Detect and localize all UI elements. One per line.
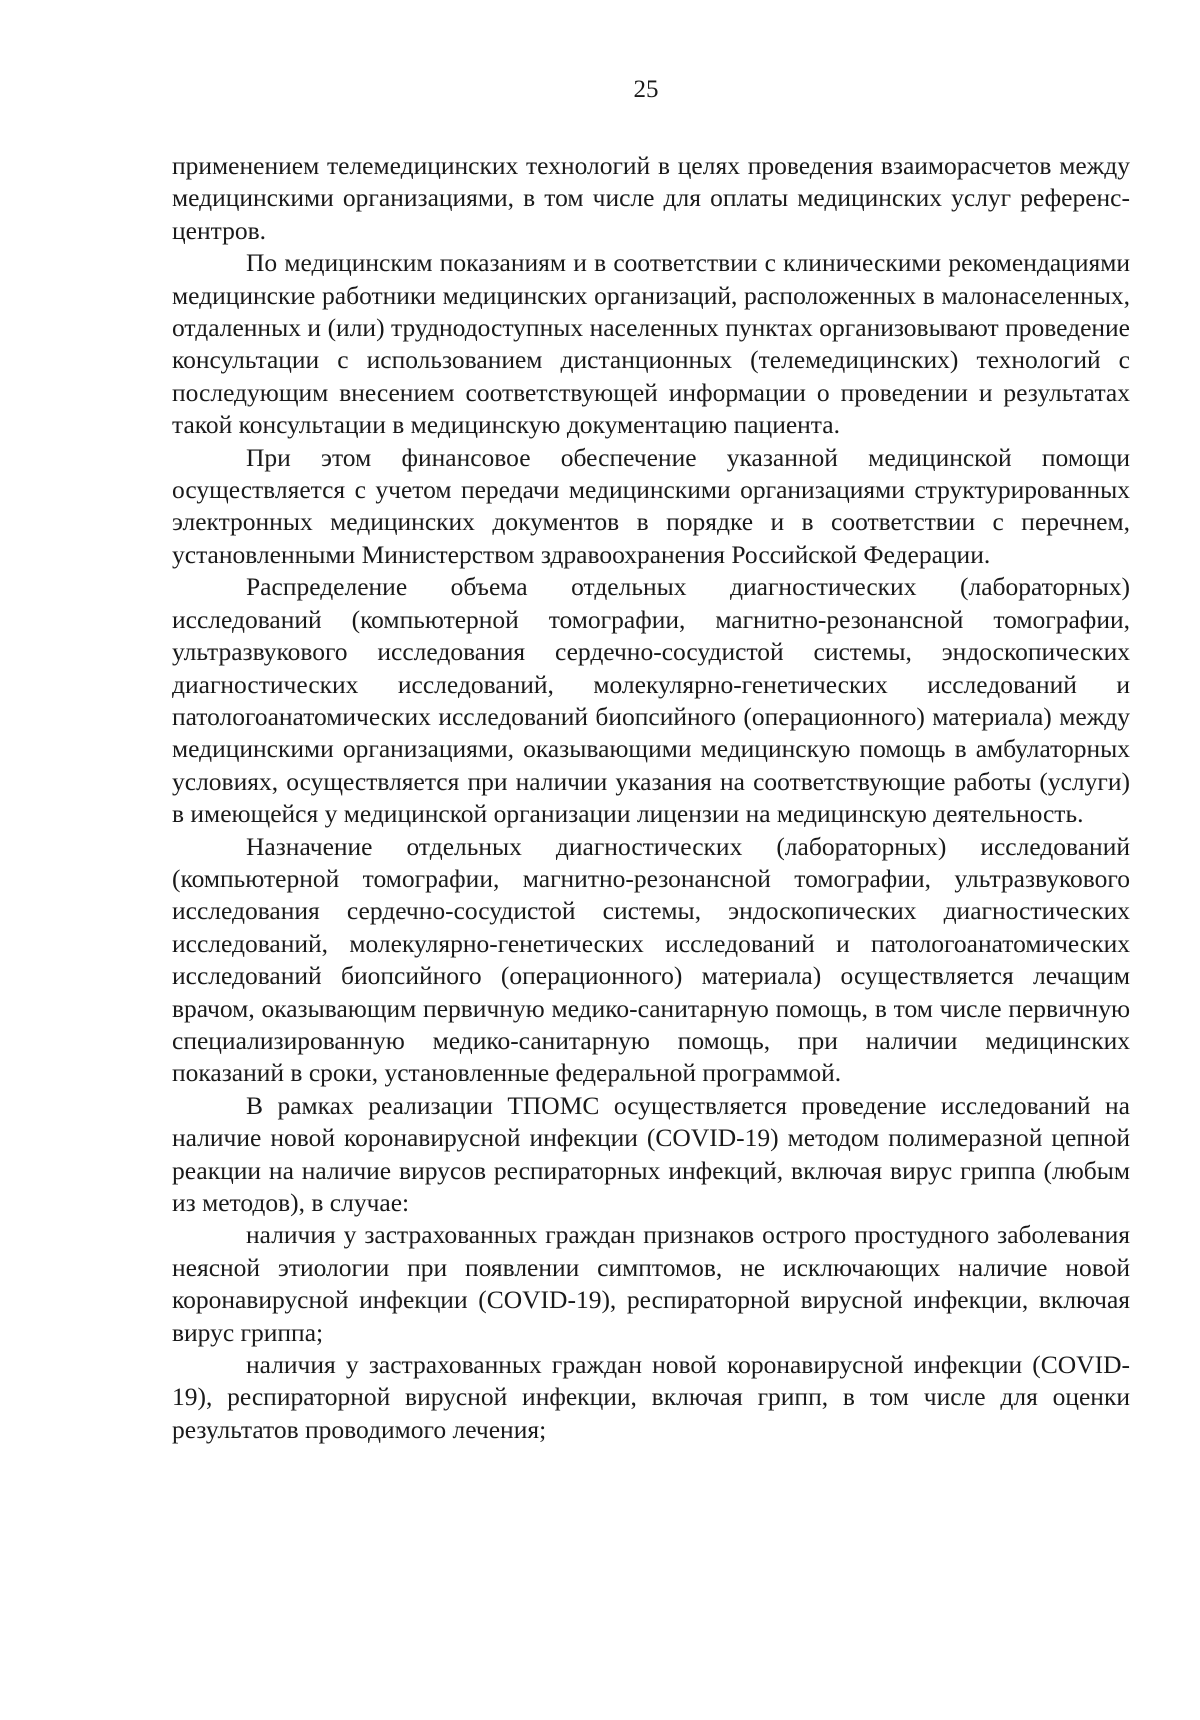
- paragraph: При этом финансовое обеспечение указанной медицинской помощи осуществляется с учетом передачи медицинскими организациями структурированных электронных медицинских документов в порядке и в соответствии с перечнем, установленными Министерством здравоохранения Российской Федерации.: [172, 442, 1130, 569]
- paragraph: Назначение отдельных диагностических (лабораторных) исследований (компьютерной томографии, магнитно-резонансной томографии, ультразвукового исследования сердечно-сосудистой системы, эндоскопических диагностических исследований, молекулярно-генетических исследований и патологоанатомических исследований биопсийного (операционного) материала) осуществляется лечащим врачом, оказывающим первичную медико-санитарную помощь, в том числе первичную специализированную медико-санитарную помощь, при наличии медицинских показаний в сроки, установленные федеральной программой.: [172, 831, 1130, 1088]
- list-item-paragraph: наличия у застрахованных граждан признаков острого простудного заболевания неясной этиологии при появлении симптомов, не исключающих наличие новой коронавирусной инфекции (COVID-19), респираторной вирусной инфекции, включая вирус гриппа;: [172, 1220, 1130, 1347]
- paragraph: Распределение объема отдельных диагностических (лабораторных) исследований (компьютерной томографии, магнитно-резонансной томографии, ультразвукового исследования сердечно-сосудистой системы, эндоскопических диагностических исследований, молекулярно-генетических исследований и патологоанатомических исследований биопсийного (операционного) материала) между медицинскими организациями, оказывающими медицинскую помощь в амбулаторных условиях, осуществляется при наличии указания на соответствующие работы (услуги) в имеющейся у медицинской организации лицензии на медицинскую деятельность.: [172, 572, 1130, 829]
- paragraph: По медицинским показаниям и в соответствии с клиническими рекомендациями медицинские работники медицинских организаций, расположенных в малонаселенных, отдаленных и (или) труднодоступных населенных пунктах организовывают проведение консультации с использованием дистанционных (телемедицинских) технологий с последующим внесением соответствующей информации о проведении и результатах такой консультации в медицинскую документацию пациента.: [172, 248, 1130, 440]
- document-body: [172, 150, 1130, 1446]
- page-number: 25: [633, 76, 659, 103]
- paragraph: применением телемедицинских технологий в целях проведения взаиморасчетов между медицинскими организациями, в том числе для оплаты медицинских услуг референс-центров.: [172, 151, 1130, 245]
- paragraph: В рамках реализации ТПОМС осуществляется проведение исследований на наличие новой коронавирусной инфекции (COVID-19) методом полимеразной цепной реакции на наличие вирусов респираторных инфекций, включая вирус гриппа (любым из методов), в случае:: [172, 1090, 1130, 1217]
- list-item-paragraph: наличия у застрахованных граждан новой коронавирусной инфекции (COVID-19), респираторной вирусной инфекции, включая грипп, в том числе для оценки результатов проводимого лечения;: [172, 1350, 1130, 1444]
